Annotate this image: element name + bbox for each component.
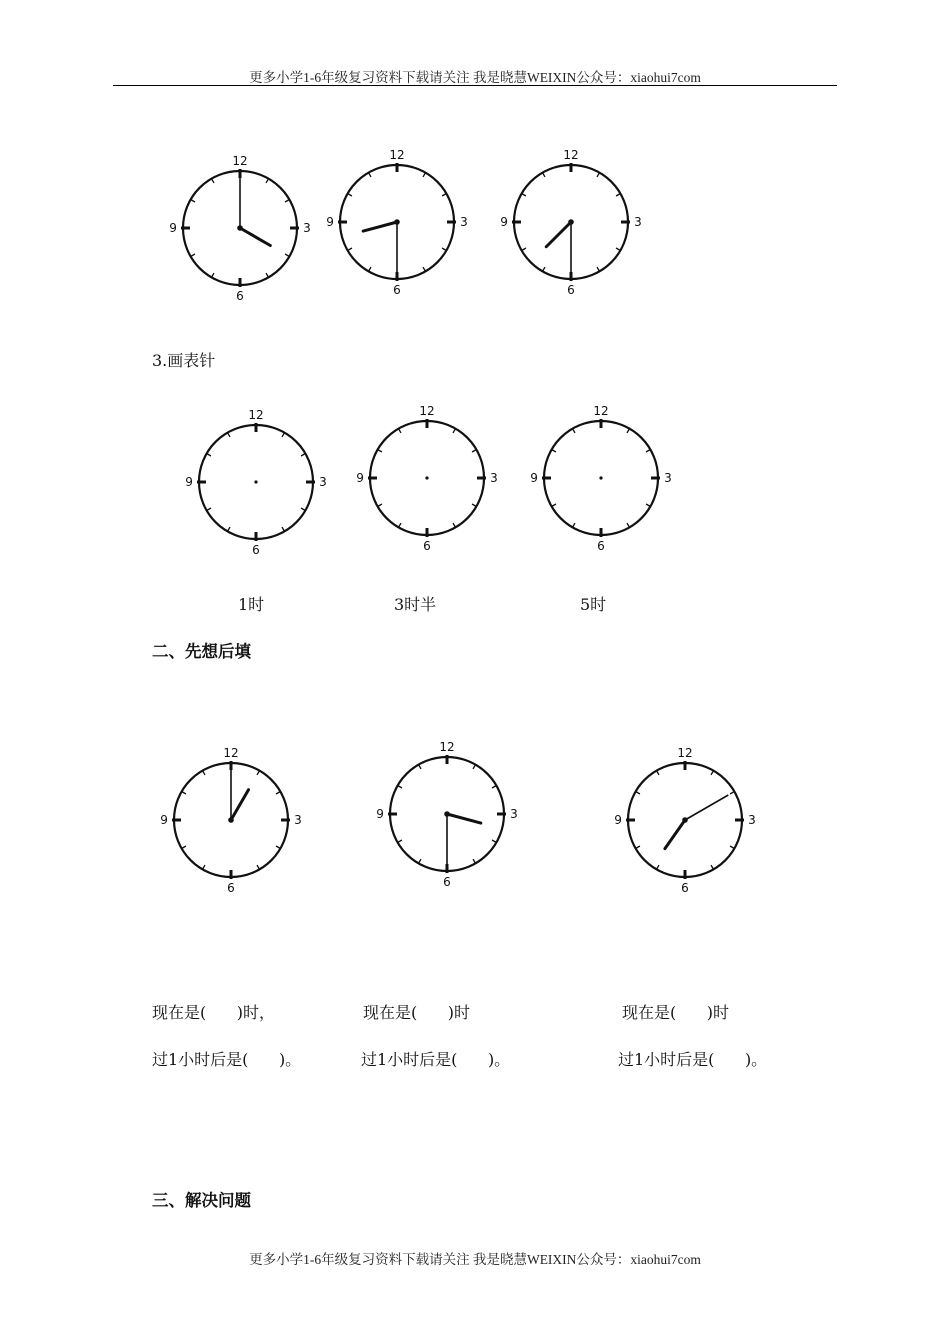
clock-numeral-9: 9 [500,215,508,229]
hour-tick [285,200,289,203]
hour-tick [442,248,446,251]
hour-tick [182,792,186,795]
hour-tick [285,254,289,257]
hour-tick [348,248,352,251]
hour-tick [522,194,526,197]
page-header: 更多小学1-6年级复习资料下载请关注 我是晓慧WEIXIN公众号：xiaohui7com [249,70,701,85]
clock-center [444,811,450,817]
clock-numeral-3: 3 [303,221,311,235]
hour-tick [212,179,215,183]
clock-numeral-9: 9 [356,471,364,485]
clock-face [356,404,498,553]
clock-center [425,476,428,479]
hour-tick [423,173,426,177]
hour-tick [203,865,206,869]
hour-tick [182,846,186,849]
clock-read-1 [169,154,311,303]
clock-numeral-3: 3 [748,813,756,827]
clock-numeral-6: 6 [443,875,451,889]
hour-tick [212,273,215,277]
clock-read-2 [326,148,468,297]
clock-numeral-3: 3 [634,215,642,229]
hour-tick [228,527,231,531]
hour-tick [378,504,382,507]
clock-fill-2 [376,740,518,889]
hour-tick [711,771,714,775]
clock-numeral-9: 9 [614,813,622,827]
hour-tick [730,846,734,849]
section-three-title: 三、解决问题 [152,1191,251,1210]
hour-tick [543,173,546,177]
clock-numeral-6: 6 [597,539,605,553]
hour-tick [453,523,456,527]
hour-tick [207,454,211,457]
clock-numeral-12: 12 [248,408,264,422]
now-question-3: 现在是( )时 [622,1003,730,1022]
hour-tick [369,173,372,177]
hour-tick [552,450,556,453]
later-question-1: 过1小时后是( )。 [152,1050,302,1069]
hour-tick [636,792,640,795]
hour-tick [348,194,352,197]
draw-label-2: 3时半 [394,595,437,614]
clock-face [614,746,756,895]
hour-tick [573,523,576,527]
hour-tick [369,267,372,271]
hour-tick [657,771,660,775]
clock-draw-2[interactable] [356,404,498,553]
clock-face [169,154,311,303]
hour-tick [627,429,630,433]
clock-face [326,148,468,297]
hour-tick [543,267,546,271]
clock-numeral-12: 12 [677,746,693,760]
clock-numeral-9: 9 [530,471,538,485]
hour-tick [552,504,556,507]
hour-tick [473,765,476,769]
clock-draw-3[interactable] [530,404,672,553]
clock-draw-1[interactable] [185,408,327,557]
hour-tick [399,523,402,527]
clock-numeral-12: 12 [389,148,405,162]
clock-face [530,404,672,553]
clock-center [682,817,688,823]
hour-tick [276,792,280,795]
hour-hand [447,814,481,823]
section-two-title: 二、先想后填 [152,642,251,661]
clock-numeral-12: 12 [563,148,579,162]
clock-numeral-6: 6 [423,539,431,553]
hour-hand [546,222,571,247]
hour-tick [301,508,305,511]
hour-tick [646,504,650,507]
clock-numeral-3: 3 [319,475,327,489]
hour-tick [266,179,269,183]
clock-face [376,740,518,889]
draw-label-1: 1时 [238,595,265,614]
hour-tick [266,273,269,277]
hour-tick [597,173,600,177]
later-question-2: 过1小时后是( )。 [361,1050,511,1069]
clock-face [500,148,642,297]
clock-numeral-3: 3 [490,471,498,485]
clock-numeral-12: 12 [593,404,609,418]
clock-face [185,408,327,557]
draw-label-3: 5时 [580,595,607,614]
clock-numeral-3: 3 [510,807,518,821]
hour-hand [665,820,685,849]
clock-numeral-9: 9 [160,813,168,827]
hour-tick [616,248,620,251]
hour-tick [522,248,526,251]
hour-tick [207,508,211,511]
clock-center [228,817,234,823]
clock-center [394,219,400,225]
clock-numeral-3: 3 [294,813,302,827]
hour-tick [711,865,714,869]
now-question-2: 现在是( )时 [363,1003,471,1022]
clock-numeral-6: 6 [681,881,689,895]
hour-tick [282,433,285,437]
hour-tick [492,840,496,843]
hour-tick [627,523,630,527]
clock-numeral-9: 9 [169,221,177,235]
hour-tick [646,450,650,453]
clock-face [160,746,302,895]
hour-tick [573,429,576,433]
clock-numeral-9: 9 [376,807,384,821]
hour-tick [616,194,620,197]
clock-numeral-12: 12 [232,154,248,168]
hour-hand [363,222,397,231]
clock-center [254,480,257,483]
hour-tick [257,771,260,775]
hour-tick [730,792,734,795]
clock-numeral-9: 9 [185,475,193,489]
hour-tick [442,194,446,197]
hour-tick [472,450,476,453]
clock-numeral-6: 6 [393,283,401,297]
hour-tick [492,786,496,789]
hour-tick [453,429,456,433]
hour-tick [203,771,206,775]
hour-tick [657,865,660,869]
hour-tick [301,454,305,457]
hour-tick [378,450,382,453]
hour-tick [228,433,231,437]
clock-numeral-12: 12 [223,746,239,760]
hour-tick [597,267,600,271]
clock-center [237,225,243,231]
hour-tick [398,840,402,843]
hour-hand [240,228,270,246]
hour-tick [399,429,402,433]
clock-center [599,476,602,479]
hour-tick [419,859,422,863]
hour-tick [423,267,426,271]
clock-fill-3 [614,746,756,895]
hour-tick [257,865,260,869]
clock-fill-1 [160,746,302,895]
hour-tick [276,846,280,849]
now-question-1: 现在是( )时， [152,1003,276,1022]
clock-numeral-6: 6 [236,289,244,303]
hour-tick [419,765,422,769]
hour-tick [191,200,195,203]
clock-numeral-3: 3 [664,471,672,485]
later-question-3: 过1小时后是( )。 [618,1050,768,1069]
hour-tick [282,527,285,531]
hour-tick [398,786,402,789]
hour-tick [191,254,195,257]
hour-hand [231,790,249,820]
hour-tick [472,504,476,507]
clock-numeral-6: 6 [252,543,260,557]
clock-numeral-12: 12 [439,740,455,754]
clock-numeral-6: 6 [227,881,235,895]
header-divider [113,85,837,86]
clock-numeral-9: 9 [326,215,334,229]
clock-read-3 [500,148,642,297]
hour-tick [473,859,476,863]
page-footer: 更多小学1-6年级复习资料下载请关注 我是晓慧WEIXIN公众号：xiaohui7com [249,1252,701,1267]
section3-title: 3.画表针 [152,351,216,370]
clock-center [568,219,574,225]
clock-numeral-6: 6 [567,283,575,297]
clock-numeral-3: 3 [460,215,468,229]
clock-numeral-12: 12 [419,404,435,418]
minute-hand [685,795,728,820]
hour-tick [636,846,640,849]
